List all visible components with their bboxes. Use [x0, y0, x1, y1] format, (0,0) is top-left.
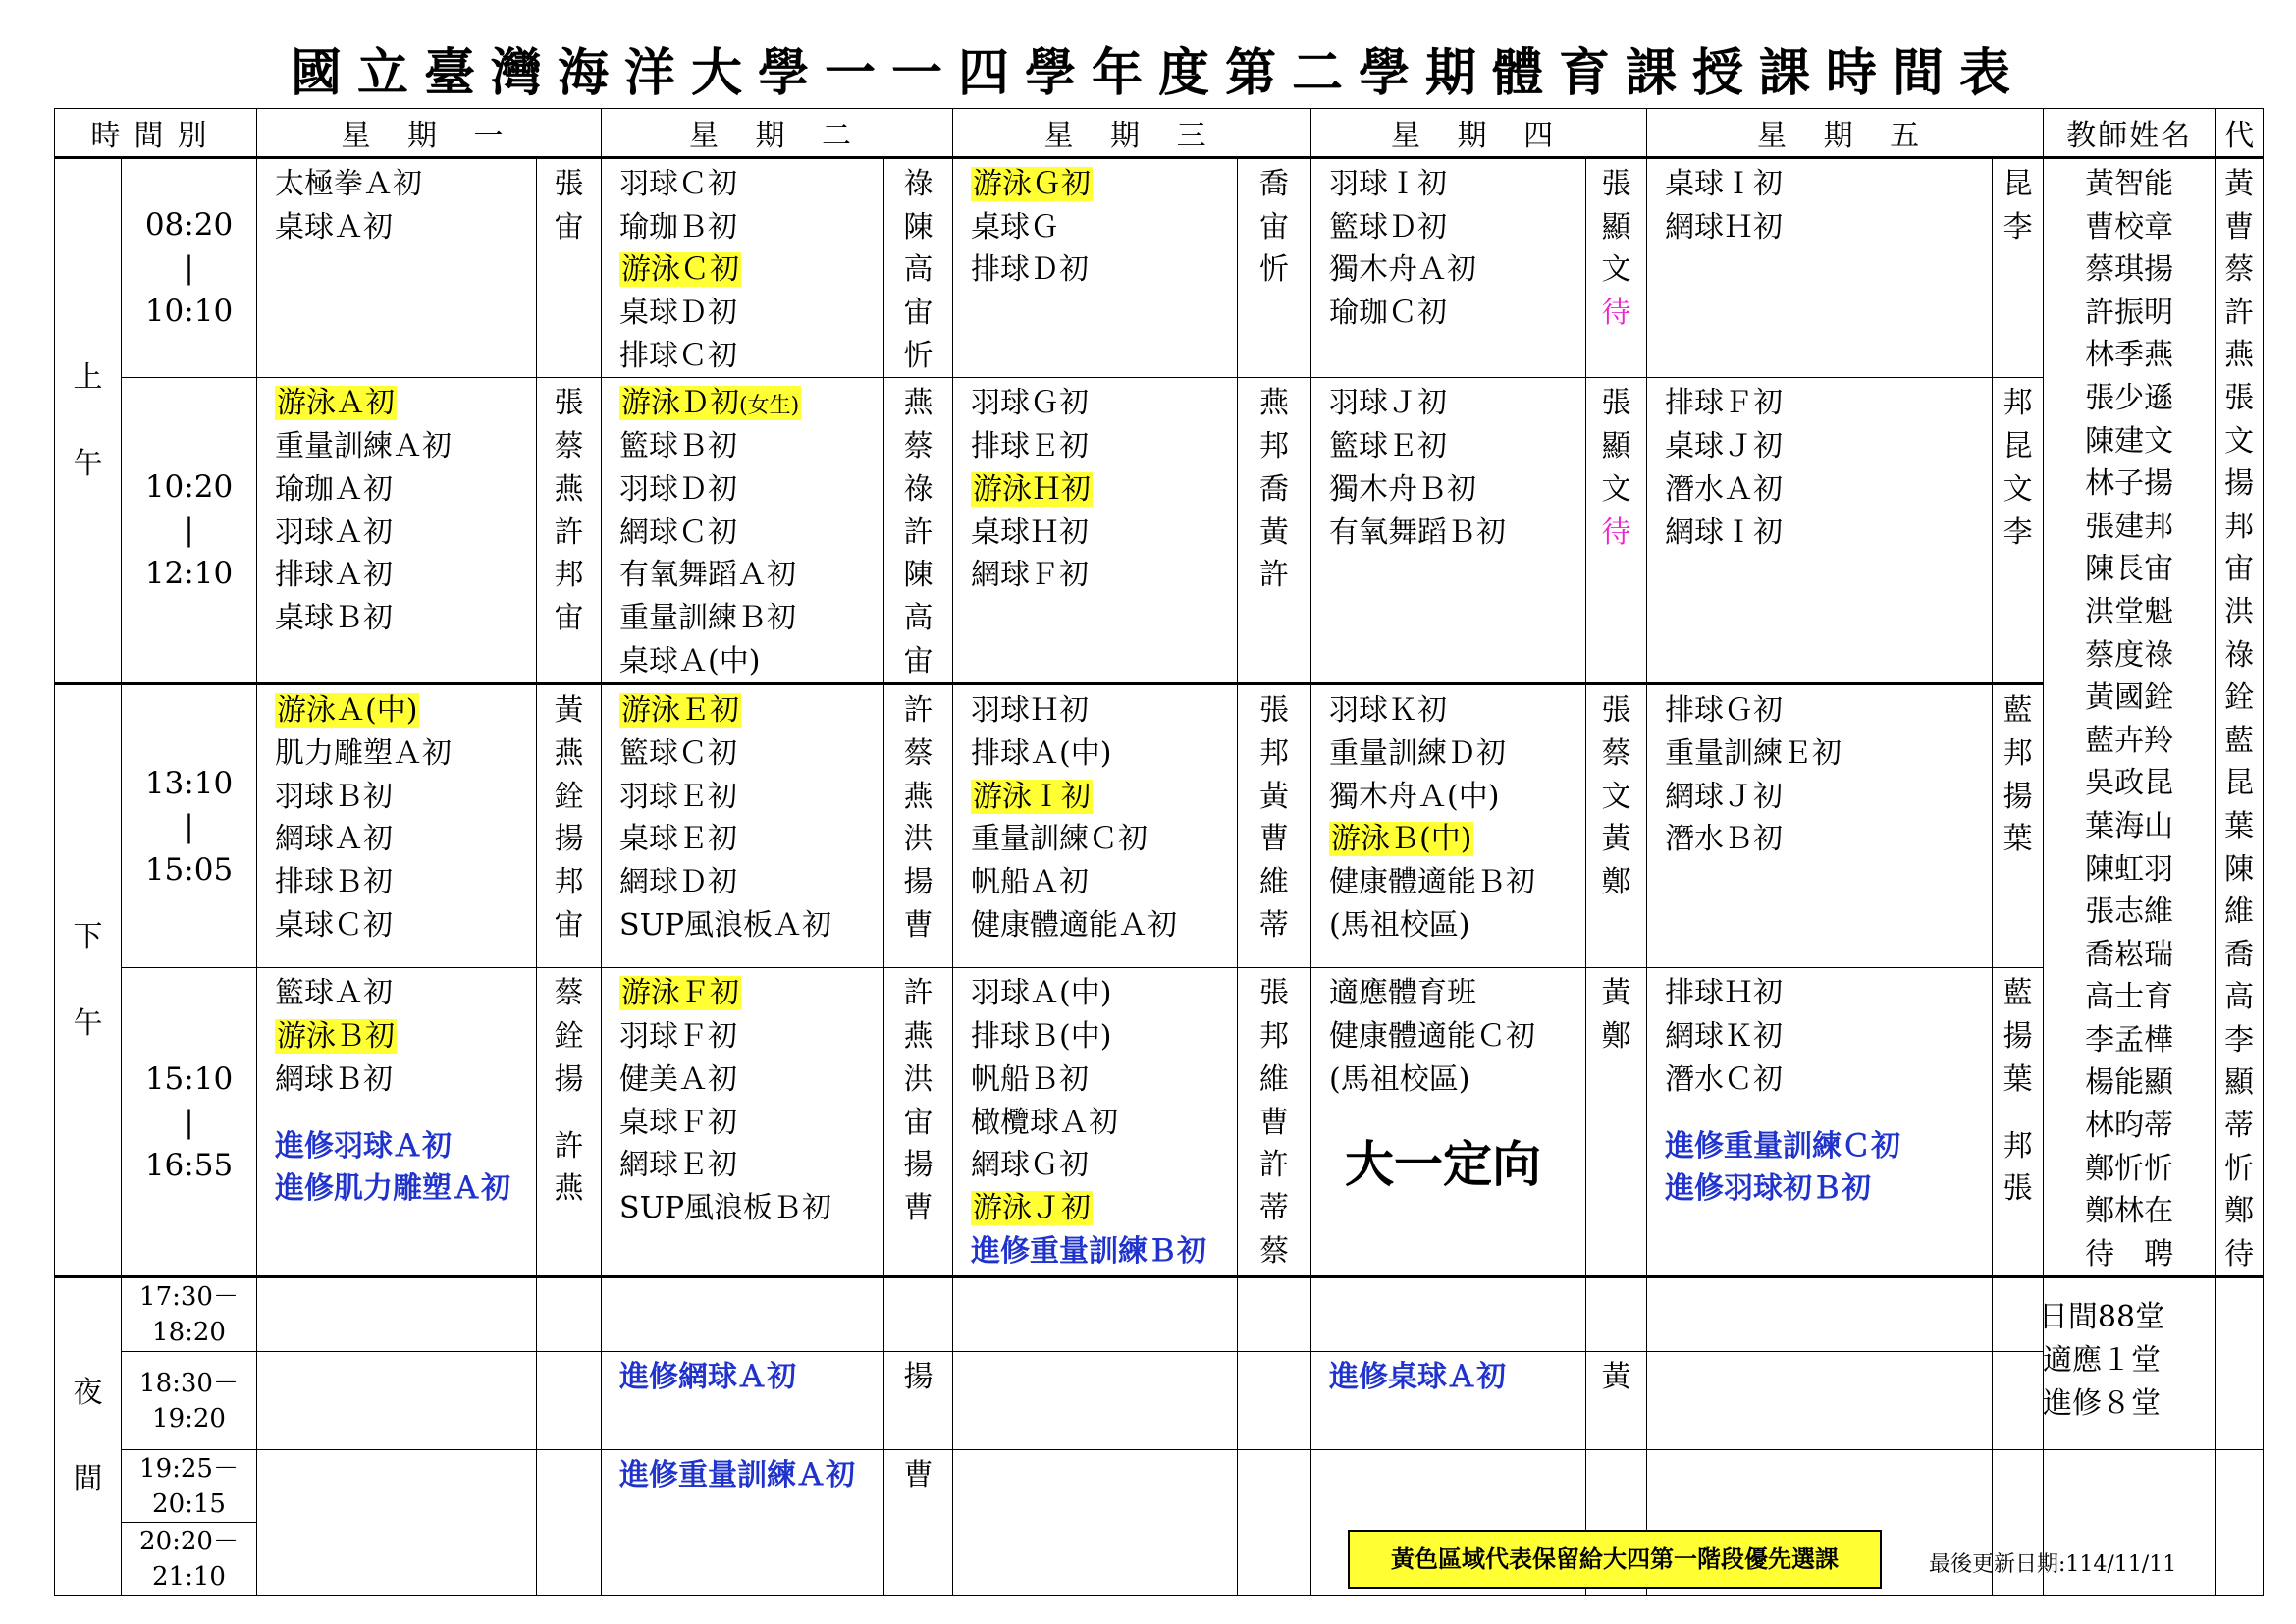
course-item: 羽球Ｋ初 [1329, 693, 1448, 729]
teach-s1-tue: 祿 陳 高 宙 忻 [884, 158, 953, 378]
course-item: SUP風浪板Ａ初 [619, 907, 832, 943]
cell-s1-thu [1311, 158, 1586, 378]
cell-n1-thu [1311, 1277, 1586, 1352]
evening-course-item: 進修羽球初Ｂ初 [1665, 1171, 1872, 1207]
header-teacher: 教師姓名 [2044, 109, 2216, 158]
course-item: 羽球Ａ初 [275, 514, 393, 550]
course-item: 游泳Ｉ初 [973, 779, 1092, 814]
cell-s1-mon [257, 158, 537, 378]
header-code: 代 [2216, 109, 2264, 158]
course-item: 桌球Ｅ初 [619, 822, 738, 857]
course-item: 排球Ｄ初 [971, 252, 1090, 288]
period-morning: 上 午 [55, 158, 122, 684]
course-item: 游泳Ｅ初 [621, 693, 740, 729]
teach-n2-tue: 揚 [884, 1352, 953, 1450]
course-item: 羽球Ｆ初 [619, 1019, 738, 1055]
cell-s2-wed [953, 378, 1238, 684]
course-item: 帆船Ｂ初 [971, 1061, 1090, 1097]
course-item: 羽球Ｉ初 [1329, 167, 1448, 201]
class-totals: 日間88堂 適應１堂 進修８堂 [2038, 1300, 2165, 1421]
course-item: SUP風浪板Ｂ初 [619, 1190, 832, 1225]
course-item: (馬祖校區) [1329, 907, 1470, 943]
teach-n2-mon [537, 1352, 602, 1450]
slot-row-n1 [55, 1277, 2264, 1352]
period-afternoon: 下 午 [55, 684, 122, 1277]
teach-s1-fri: 昆 李 [1993, 158, 2044, 378]
course-item: 籃球Ｄ初 [1329, 209, 1448, 244]
course-item: 網球Ｃ初 [619, 514, 738, 550]
cell-s4-thu [1311, 968, 1586, 1277]
course-item: 潛水Ｂ初 [1665, 822, 1784, 857]
course-item: 重量訓練Ｅ初 [1665, 735, 1842, 771]
cell-n1-mon [257, 1277, 537, 1352]
course-item: 羽球Ｊ初 [1329, 386, 1448, 421]
time-s4: 15:10 | 16:55 [122, 968, 257, 1277]
course-item: 橄欖球Ａ初 [971, 1105, 1119, 1140]
course-item: 羽球Ｄ初 [619, 471, 738, 507]
course-item: 羽球Ｃ初 [619, 167, 738, 201]
course-item: 獨木舟Ｂ初 [1329, 471, 1477, 507]
course-item: 排球Ｃ初 [619, 338, 738, 373]
evening-course-item: 進修羽球Ａ初 [275, 1128, 452, 1164]
course-item: 桌球Ｆ初 [619, 1105, 738, 1140]
cell-n1-tue [602, 1277, 884, 1352]
course-item: 游泳Ｂ初 [277, 1019, 395, 1055]
header-fri: 星 期 五 [1647, 109, 2044, 158]
cell-n1-fri [1647, 1277, 1993, 1352]
teach-n1-tue [884, 1277, 953, 1352]
course-item: 游泳Ｂ(中) [1331, 822, 1472, 857]
teach-s4-thu: 黃 鄭 [1586, 968, 1647, 1277]
teach-n1-wed [1238, 1277, 1311, 1352]
page-title: 國立臺灣海洋大學一一四學年度第二學期體育課授課時間表 [290, 43, 2026, 103]
teach-n3-wed [1238, 1450, 1311, 1596]
header-thu: 星 期 四 [1311, 109, 1647, 158]
course-item: 桌球Ｃ初 [275, 907, 393, 943]
course-item: 籃球Ｃ初 [619, 735, 738, 771]
cell-s1-tue [602, 158, 884, 378]
course-item: 游泳Ｃ初 [621, 252, 740, 288]
course-item: 帆船Ａ初 [971, 865, 1090, 899]
teach-s3-wed: 張 邦 黃 曹 維 蒂 [1238, 684, 1311, 968]
course-item: 桌球Ｉ初 [1665, 167, 1784, 201]
course-item: 排球Ｅ初 [971, 429, 1090, 464]
teach-n3-mon [537, 1450, 602, 1596]
cell-s2-mon [257, 378, 537, 684]
highlight-legend: 黃色區域代表保留給大四第一階段優先選課 [1348, 1530, 1882, 1589]
teach-n1-thu [1586, 1277, 1647, 1352]
teacher-code-list: 黃 曹 蔡 許 燕 張 文 揚 邦 宙 洪 祿 銓 藍 昆 葉 陳 維 喬 高 李 顯 蒂 忻 鄭 待 [2216, 158, 2264, 1277]
teach-s2-fri: 邦 昆 文 李 [1993, 378, 2044, 684]
cell-s3-wed [953, 684, 1238, 968]
course-item: 瑜珈Ａ初 [275, 471, 393, 507]
teach-s4-wed: 張 邦 維 曹 許 蒂 蔡 [1238, 968, 1311, 1277]
teach-s2-mon: 張 蔡 燕 許 邦 宙 [537, 378, 602, 684]
cell-s1-wed [953, 158, 1238, 378]
slot-row-s1 [55, 158, 2264, 378]
course-item: 排球Ａ(中) [971, 735, 1112, 771]
course-item: 重量訓練Ｄ初 [1329, 735, 1507, 771]
teach-s2-tue: 燕 蔡 祿 許 陳 高 宙 [884, 378, 953, 684]
course-item: 羽球Ｂ初 [275, 779, 393, 814]
cell-s4-tue [602, 968, 884, 1277]
course-item: 排球Ｆ初 [1665, 386, 1784, 421]
course-item: 網球Ｊ初 [1665, 779, 1784, 814]
course-item: 排球Ｂ初 [275, 865, 393, 899]
code-night-cell [2216, 1277, 2264, 1450]
slot-row-s4 [55, 968, 2264, 1277]
course-item: 健康體適能Ａ初 [971, 907, 1178, 943]
course-item: 羽球Ａ(中) [971, 976, 1112, 1011]
course-item: (馬祖校區) [1329, 1061, 1470, 1097]
course-item: 羽球Ｅ初 [619, 779, 738, 814]
cell-n2-tue [602, 1352, 884, 1450]
teach-n2-thu: 黃 [1586, 1352, 1647, 1450]
cell-n3-mon [257, 1450, 537, 1596]
course-item: 游泳Ｆ初 [621, 976, 740, 1011]
cell-n3-wed [953, 1450, 1238, 1596]
cell-s3-tue [602, 684, 884, 968]
cell-n2-thu [1311, 1352, 1586, 1450]
evening-course-item: 進修重量訓練Ａ初 [619, 1458, 856, 1493]
course-item: 肌力雕塑Ａ初 [275, 735, 452, 771]
slot-row-s3 [55, 684, 2264, 968]
course-item: 健康體適能Ｃ初 [1329, 1019, 1536, 1055]
teach-s4-mon: 蔡 銓 揚 許 燕 [537, 968, 602, 1277]
course-item: 潛水Ｃ初 [1665, 1061, 1784, 1097]
cell-n1-wed [953, 1277, 1238, 1352]
time-s3: 13:10 | 15:05 [122, 684, 257, 968]
course-item: 游泳Ａ(中) [277, 693, 418, 729]
teach-s1-thu: 張 顯 文 待 [1586, 158, 1647, 378]
course-item: 游泳Ａ初 [277, 386, 395, 421]
course-item: 瑜珈Ｂ初 [619, 209, 738, 244]
cell-s2-thu [1311, 378, 1586, 684]
time-s1: 08:20 | 10:10 [122, 158, 257, 378]
last-updated: 最後更新日期:114/11/11 [1929, 1552, 2177, 1577]
time-n4: 20:20－ 21:10 [122, 1523, 257, 1596]
teach-s3-fri: 藍 邦 揚 葉 [1993, 684, 2044, 968]
teach-s4-fri: 藍 揚 葉 邦 張 [1993, 968, 2044, 1277]
header-row [55, 109, 2264, 158]
course-item: 網球Ｋ初 [1665, 1019, 1784, 1055]
teach-s3-mon: 黃 燕 銓 揚 邦 宙 [537, 684, 602, 968]
evening-course-item: 進修肌力雕塑Ａ初 [275, 1171, 510, 1207]
header-mon: 星 期 一 [257, 109, 602, 158]
slot-row-n2 [55, 1352, 2264, 1450]
course-item: 有氧舞蹈Ｂ初 [1329, 514, 1507, 550]
cell-s4-fri [1647, 968, 1993, 1277]
time-s2: 10:20 | 12:10 [122, 378, 257, 684]
course-item: 重量訓練Ａ初 [275, 429, 452, 464]
slot-row-n3 [55, 1450, 2264, 1523]
course-item: 游泳Ｇ初 [973, 167, 1092, 201]
course-item: 網球Ｆ初 [971, 558, 1090, 593]
time-n1: 17:30－ 18:20 [122, 1277, 257, 1352]
cell-s3-mon [257, 684, 537, 968]
course-item: 羽球Ｇ初 [971, 386, 1090, 421]
cell-s3-fri [1647, 684, 1993, 968]
course-item: 桌球Ｈ初 [971, 514, 1090, 550]
course-item: 獨木舟Ａ初 [1329, 252, 1477, 288]
freshman-orientation-label: 大一定向 [1345, 1134, 1542, 1193]
course-item: 桌球Ｂ初 [275, 600, 393, 635]
cell-n2-fri [1647, 1352, 1993, 1450]
course-item: 排球Ｇ初 [1665, 693, 1784, 729]
period-night: 夜 間 [55, 1277, 122, 1596]
cell-s1-fri [1647, 158, 1993, 378]
course-item: 桌球Ｊ初 [1665, 429, 1784, 464]
course-item: 潛水Ａ初 [1665, 471, 1784, 507]
course-item: 游泳Ｊ初 [973, 1190, 1092, 1225]
time-n2: 18:30－ 19:20 [122, 1352, 257, 1450]
course-item: 排球Ｈ初 [1665, 976, 1784, 1011]
course-item: 排球Ｂ(中) [971, 1019, 1112, 1055]
header-tue: 星 期 二 [602, 109, 953, 158]
teach-s1-mon: 張 宙 [537, 158, 602, 378]
cell-s2-tue [602, 378, 884, 684]
evening-course-item: 進修重量訓練Ｂ初 [971, 1233, 1207, 1269]
cell-n2-wed [953, 1352, 1238, 1450]
teach-n2-wed [1238, 1352, 1311, 1450]
evening-course-item: 進修桌球Ａ初 [1329, 1360, 1507, 1395]
course-item: 網球Ｅ初 [619, 1148, 738, 1183]
course-item: 游泳Ｄ初(女生) [621, 386, 800, 421]
course-item: 游泳Ｈ初 [973, 471, 1092, 507]
course-item: 羽球Ｈ初 [971, 693, 1090, 729]
course-item: 重量訓練Ｂ初 [619, 600, 797, 635]
cell-n3-tue [602, 1450, 884, 1596]
teach-s4-tue: 許 燕 洪 宙 揚 曹 [884, 968, 953, 1277]
course-item: 健康體適能Ｂ初 [1329, 865, 1536, 899]
course-item: 有氧舞蹈Ａ初 [619, 558, 797, 593]
cell-s3-thu [1311, 684, 1586, 968]
course-item: 桌球Ｇ [971, 209, 1060, 244]
course-item: 籃球Ｅ初 [1329, 429, 1448, 464]
time-n3: 19:25－ 20:15 [122, 1450, 257, 1523]
cell-s4-wed [953, 968, 1238, 1277]
course-item: 網球Ａ初 [275, 822, 393, 857]
course-item: 籃球Ａ初 [275, 976, 393, 1011]
course-item: 網球Ｇ初 [971, 1148, 1090, 1183]
teach-s2-wed: 燕 邦 喬 黃 許 [1238, 378, 1311, 684]
course-item: 籃球Ｂ初 [619, 429, 738, 464]
course-item: 桌球Ａ初 [275, 209, 393, 244]
teach-s3-tue: 許 蔡 燕 洪 揚 曹 [884, 684, 953, 968]
course-item: 網球Ｉ初 [1665, 514, 1784, 550]
slot-row-s2 [55, 378, 2264, 684]
teach-n1-mon [537, 1277, 602, 1352]
evening-course-item: 進修重量訓練Ｃ初 [1665, 1128, 1901, 1164]
course-item: 桌球Ｄ初 [619, 296, 738, 331]
teach-n3-tue: 曹 [884, 1450, 953, 1596]
header-period: 時間別 [55, 109, 257, 158]
course-item: 網球Ｂ初 [275, 1061, 393, 1097]
course-item: 網球Ｈ初 [1665, 209, 1784, 244]
course-item: 太極拳Ａ初 [275, 167, 422, 201]
teacher-name-list: 黃智能 曹校章 蔡琪揚 許振明 林季燕 張少遜 陳建文 林子揚 張建邦 陳長宙 洪堂魁 蔡度祿 黃國銓 藍卉羚 吳政昆 葉海山 陳虹羽 張志維 喬崧瑞 高士育 李孟樺 楊能顯 林昀蒂 鄭忻忻 鄭林在 待 聘 [2044, 158, 2216, 1277]
blank-code-cell [2216, 1450, 2264, 1596]
cell-s2-fri [1647, 378, 1993, 684]
course-item: 網球Ｄ初 [619, 865, 738, 899]
teach-s1-wed: 喬 宙 忻 [1238, 158, 1311, 378]
course-item: 桌球Ａ(中) [619, 643, 761, 678]
teach-s3-thu: 張 蔡 文 黃 鄭 [1586, 684, 1647, 968]
course-item: 重量訓練Ｃ初 [971, 822, 1148, 857]
header-wed: 星 期 三 [953, 109, 1311, 158]
schedule-table [54, 108, 2264, 1596]
course-item: 適應體育班 [1329, 976, 1477, 1011]
course-item: 瑜珈Ｃ初 [1329, 296, 1448, 331]
course-item: 健美Ａ初 [619, 1061, 738, 1097]
cell-s4-mon [257, 968, 537, 1277]
teach-s2-thu: 張 顯 文 待 [1586, 378, 1647, 684]
course-item: 排球Ａ初 [275, 558, 393, 593]
course-item: 獨木舟Ａ(中) [1329, 779, 1500, 814]
evening-course-item: 進修網球Ａ初 [619, 1360, 797, 1395]
cell-n2-mon [257, 1352, 537, 1450]
